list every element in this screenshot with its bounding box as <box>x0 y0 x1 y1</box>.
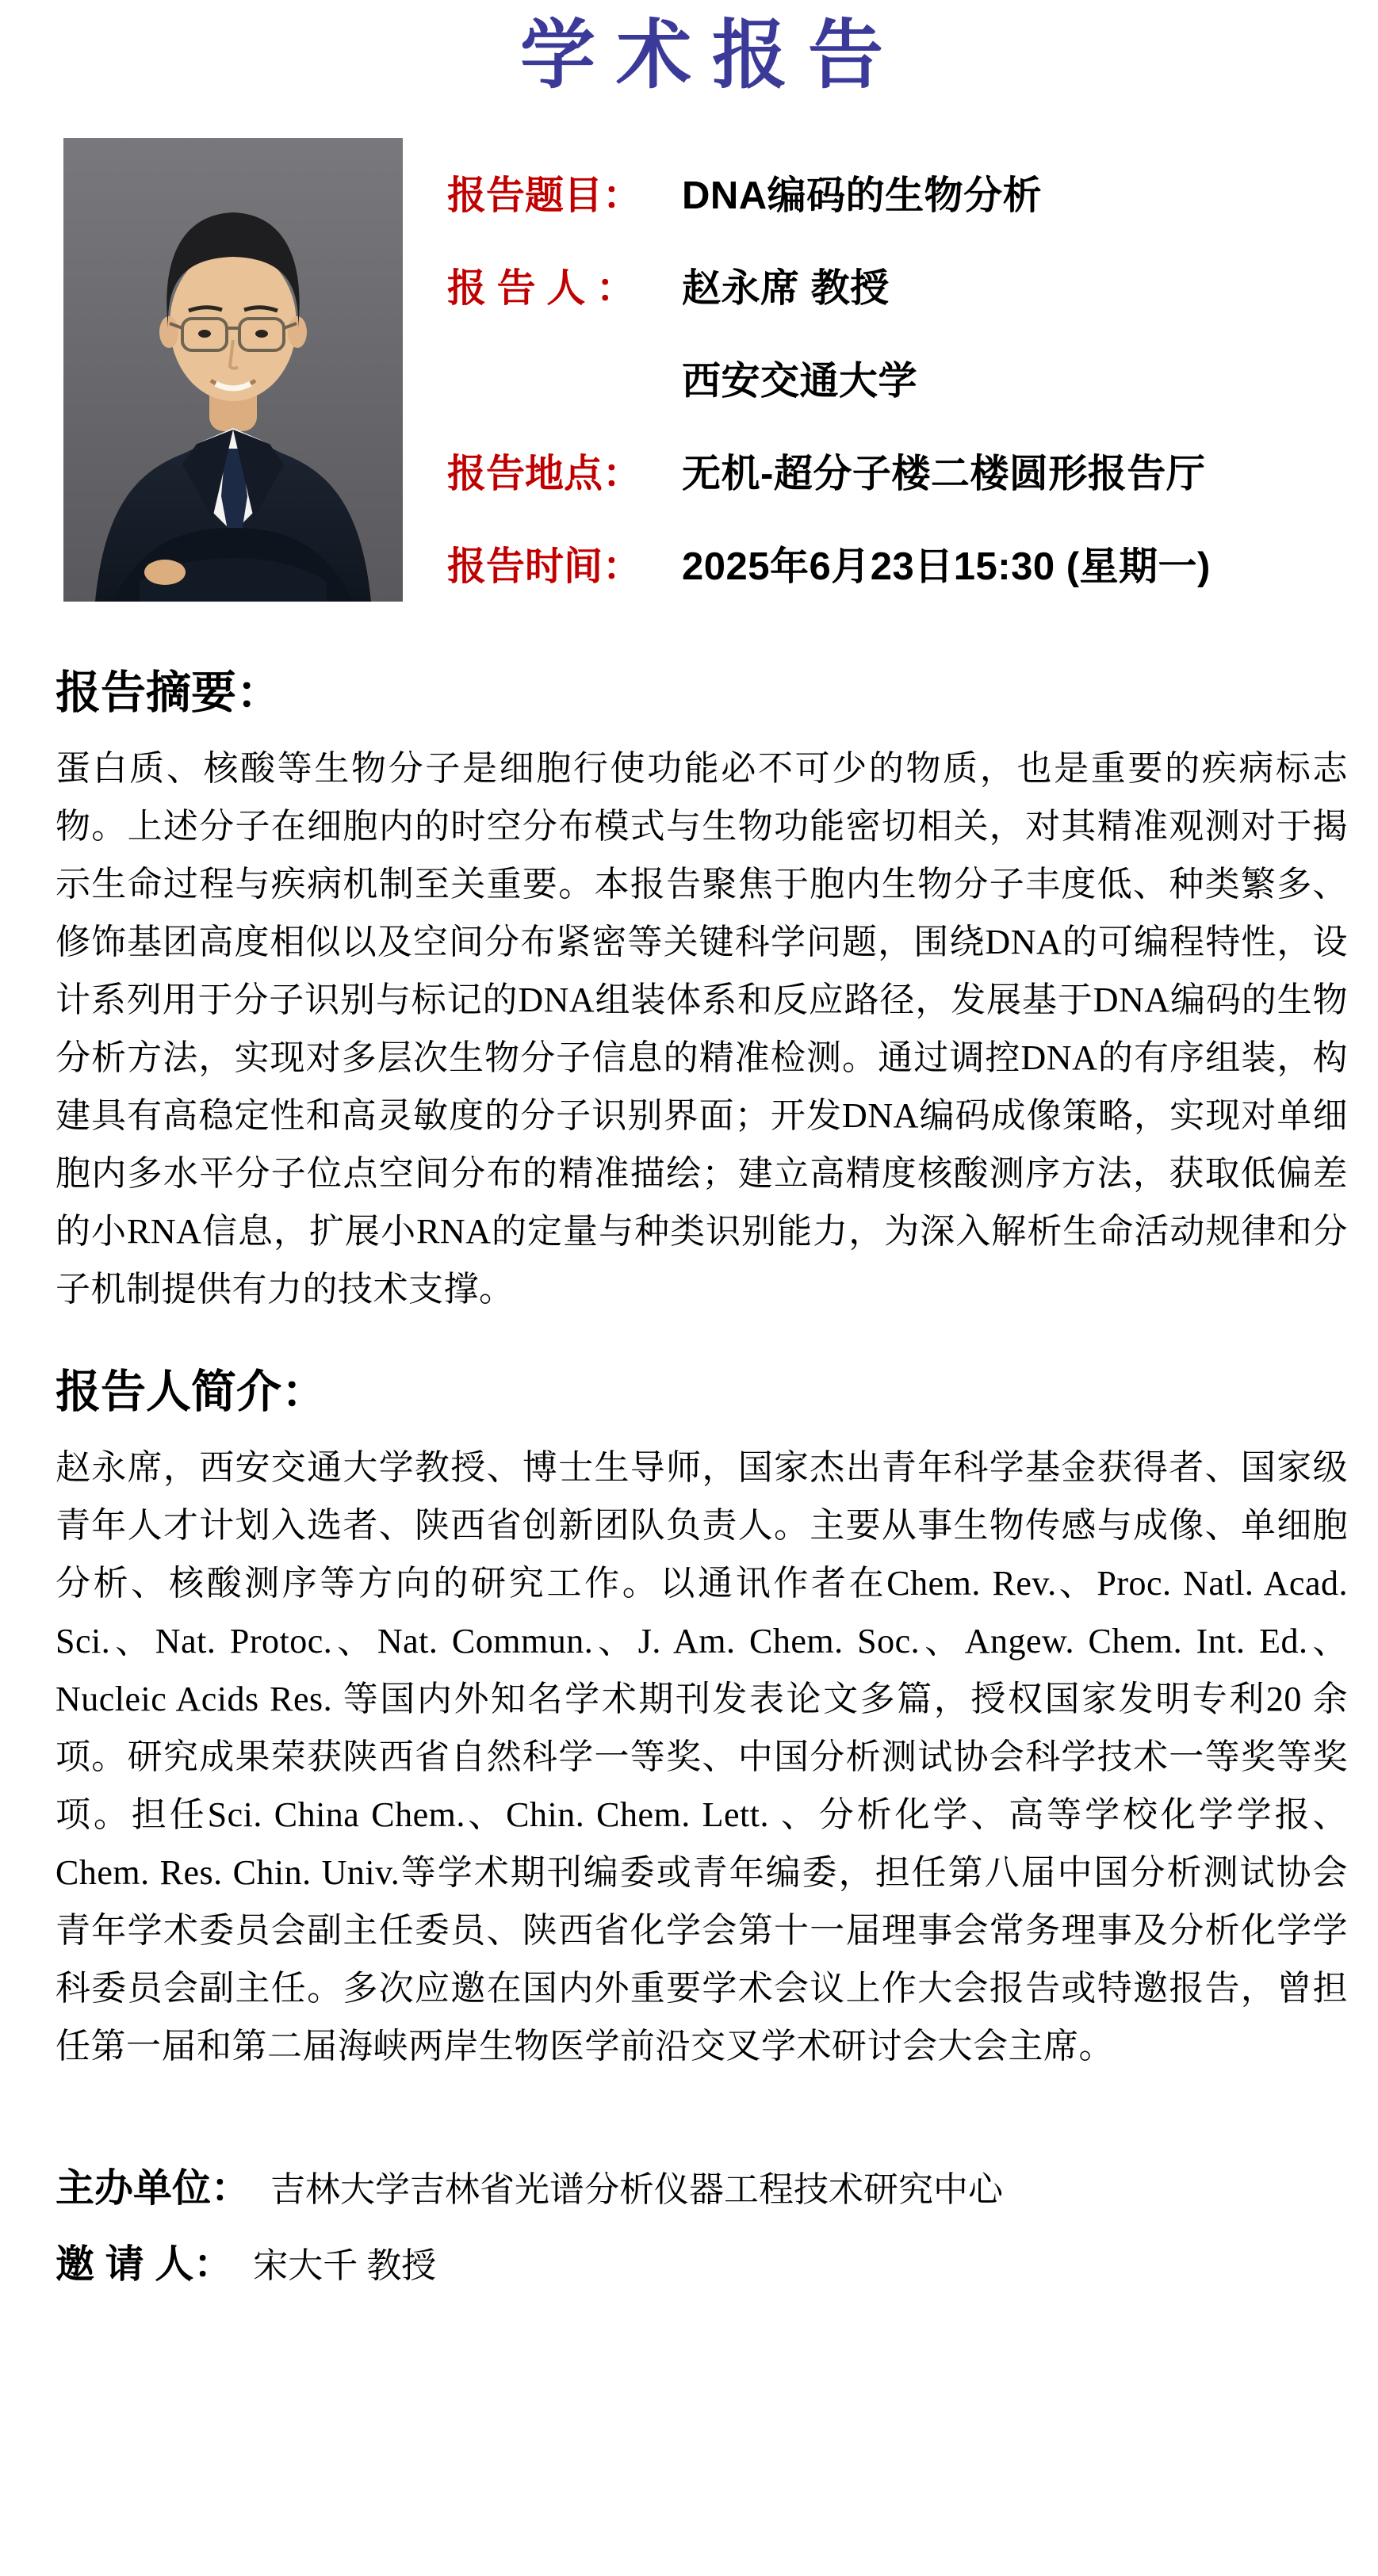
abstract-heading: 报告摘要： <box>56 668 281 718</box>
affiliation-value: 西安交通大学 <box>682 360 918 403</box>
info-row-speaker <box>447 258 1348 310</box>
footer-row-organizer <box>56 2157 1348 2213</box>
info-list <box>447 138 1348 629</box>
topic-value: DNA编码的生物分析 <box>682 174 1043 217</box>
location-label: 报告地点： <box>447 453 642 495</box>
inviter-value: 宋大千 教授 <box>253 2246 437 2285</box>
page-title: 学术报告 <box>519 11 904 99</box>
footer-row-inviter <box>56 2234 1348 2289</box>
speaker-label: 报 告 人 ： <box>447 267 635 310</box>
time-value: 2025年6月23日15:30 (星期一) <box>682 545 1211 588</box>
time-label: 报告时间： <box>447 545 642 588</box>
organizer-value: 吉林大学吉林省光谱分析仪器工程技术研究中心 <box>270 2170 1004 2209</box>
speaker-photo-graphic <box>63 138 403 602</box>
bio-heading: 报告人简介： <box>56 1367 327 1417</box>
organizer-label: 主办单位： <box>56 2167 251 2210</box>
topic-label: 报告题目： <box>447 174 642 217</box>
header-section <box>63 138 1348 629</box>
footer-section <box>56 2157 1348 2289</box>
bio-text: 赵永席，西安交通大学教授、博士生导师，国家杰出青年科学基金获得者、国家级青年人才计划入选者、陕西省创新团队负责人。主要从事生物传感与成像、单细胞分析、核酸测序等方向的研究工作。以通讯作者在Chem. Rev.、Proc. Natl. Acad. Sci.、Nat. Protoc.、Nat. Commun.、J. Am. Chem. Soc.、Angew. Chem. Int. Ed.、Nucleic Acids Res. 等国内外知名学术期刊发表论文多篇，授权国家发明专利20 余项。研究成果荣获陕西省自然科学一等奖、中国分析测试协会科学技术一等奖等奖项。担任Sci. China Chem.、Chin. Chem. Lett. 、分析化学、高等学校化学学报、Chem. Res. Chin. Univ.等学术期刊编委或青年编委，担任第八届中国分析测试协会青年学术委员会副主任委员、陕西省化学会第十一届理事会常务理事及分析化学学科委员会副主任。多次应邀在国内外重要学术会议上作大会报告或特邀报告，曾担任第一届和第二届海峡两岸生物医学前沿交叉学术研讨会大会主席。 <box>56 1448 1348 2066</box>
speaker-photo <box>63 138 403 602</box>
inviter-label: 邀 请 人： <box>56 2243 233 2286</box>
info-row-affiliation <box>447 350 1348 403</box>
info-row-location <box>447 443 1348 495</box>
location-value: 无机-超分子楼二楼圆形报告厅 <box>682 453 1206 495</box>
info-row-time <box>447 536 1348 588</box>
abstract-text: 蛋白质、核酸等生物分子是细胞行使功能必不可少的物质，也是重要的疾病标志物。上述分子在细胞内的时空分布模式与生物功能密切相关，对其精准观测对于揭示生命过程与疾病机制至关重要。本报告聚焦于胞内生物分子丰度低、种类繁多、修饰基团高度相似以及空间分布紧密等关键科学问题，围绕DNA的可编程特性，设计系列用于分子识别与标记的DNA组装体系和反应路径，发展基于DNA编码的生物分析方法，实现对多层次生物分子信息的精准检测。通过调控DNA的有序组装，构建具有高稳定性和高灵敏度的分子识别界面；开发DNA编码成像策略，实现对单细胞内多水平分子位点空间分布的精准描绘；建立高精度核酸测序方法，获取低偏差的小RNA信息，扩展小RNA的定量与种类识别能力，为深入解析生命活动规律和分子机制提供有力的技术支撑。 <box>56 749 1348 1309</box>
info-row-topic <box>447 165 1348 217</box>
speaker-value: 赵永席 教授 <box>682 267 890 310</box>
